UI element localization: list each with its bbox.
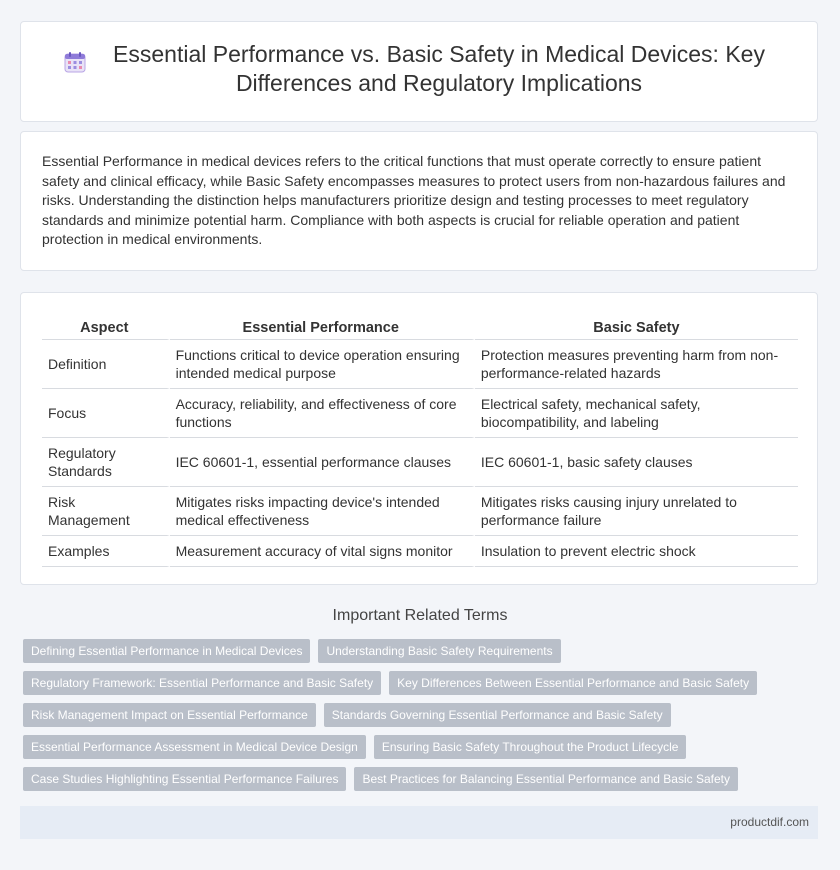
related-terms-heading: Important Related Terms xyxy=(332,607,508,624)
table-row xyxy=(42,536,798,567)
table-cell: Accuracy, reliability, and effectiveness of core functions xyxy=(170,389,475,438)
related-term-tag[interactable]: Defining Essential Performance in Medical Devices xyxy=(23,639,310,663)
tag-row xyxy=(23,703,823,727)
tag-row xyxy=(23,735,823,759)
table-header-row xyxy=(42,315,798,340)
table-row xyxy=(42,340,798,389)
related-terms-list xyxy=(23,639,823,799)
table-row xyxy=(42,487,798,536)
table-cell: Mitigates risks causing injury unrelated to performance failure xyxy=(475,487,798,536)
table-cell: Electrical safety, mechanical safety, biocompatibility, and labeling xyxy=(475,389,798,438)
calendar-icon xyxy=(63,50,87,74)
table-cell: Protection measures preventing harm from non-performance-related hazards xyxy=(475,340,798,389)
comparison-table xyxy=(42,315,798,567)
related-term-tag[interactable]: Understanding Basic Safety Requirements xyxy=(318,639,560,663)
related-term-tag[interactable]: Essential Performance Assessment in Medical Device Design xyxy=(23,735,366,759)
intro-paragraph: Essential Performance in medical devices refers to the critical functions that must operate correctly to ensure patient safety and clinical efficacy, while Basic Safety encompasses measures to protect users from non-hazardous failures and risks. Understanding the distinction helps manufacturers prioritize design and testing processes to meet regulatory standards and minimize potential harm. Compliance with both aspects is crucial for reliable operation and patient protection in medical environments. xyxy=(42,153,786,247)
table-cell: Examples xyxy=(42,536,170,567)
footer-bar xyxy=(20,806,818,839)
column-header-aspect: Aspect xyxy=(42,315,170,340)
comparison-table-card xyxy=(20,292,818,585)
table-cell: Regulatory Standards xyxy=(42,438,170,487)
related-term-tag[interactable]: Risk Management Impact on Essential Performance xyxy=(23,703,316,727)
related-term-tag[interactable]: Standards Governing Essential Performance and Basic Safety xyxy=(324,703,671,727)
related-term-tag[interactable]: Key Differences Between Essential Performance and Basic Safety xyxy=(389,671,757,695)
related-term-tag[interactable]: Case Studies Highlighting Essential Performance Failures xyxy=(23,767,346,791)
table-row xyxy=(42,438,798,487)
table-cell: IEC 60601-1, essential performance clauses xyxy=(170,438,475,487)
table-cell: Focus xyxy=(42,389,170,438)
related-term-tag[interactable]: Regulatory Framework: Essential Performance and Basic Safety xyxy=(23,671,381,695)
tag-row xyxy=(23,671,823,695)
column-header-essential-performance: Essential Performance xyxy=(170,315,475,340)
table-cell: Measurement accuracy of vital signs monitor xyxy=(170,536,475,567)
tag-row xyxy=(23,639,823,663)
table-cell: Functions critical to device operation ensuring intended medical purpose xyxy=(170,340,475,389)
table-cell: Definition xyxy=(42,340,170,389)
related-term-tag[interactable]: Ensuring Basic Safety Throughout the Product Lifecycle xyxy=(374,735,687,759)
footer-site-link[interactable]: productdif.com xyxy=(730,815,809,829)
related-term-tag[interactable]: Best Practices for Balancing Essential Performance and Basic Safety xyxy=(354,767,738,791)
title-row xyxy=(21,40,817,98)
table-cell: Insulation to prevent electric shock xyxy=(475,536,798,567)
column-header-basic-safety: Basic Safety xyxy=(475,315,798,340)
header-card xyxy=(20,21,818,122)
table-cell: Risk Management xyxy=(42,487,170,536)
page-title: Essential Performance vs. Basic Safety in Medical Devices: Key Differences and Regulatory Implications xyxy=(113,41,765,96)
table-cell: IEC 60601-1, basic safety clauses xyxy=(475,438,798,487)
table-row xyxy=(42,389,798,438)
tag-row xyxy=(23,767,823,791)
intro-card xyxy=(20,131,818,271)
table-cell: Mitigates risks impacting device's intended medical effectiveness xyxy=(170,487,475,536)
